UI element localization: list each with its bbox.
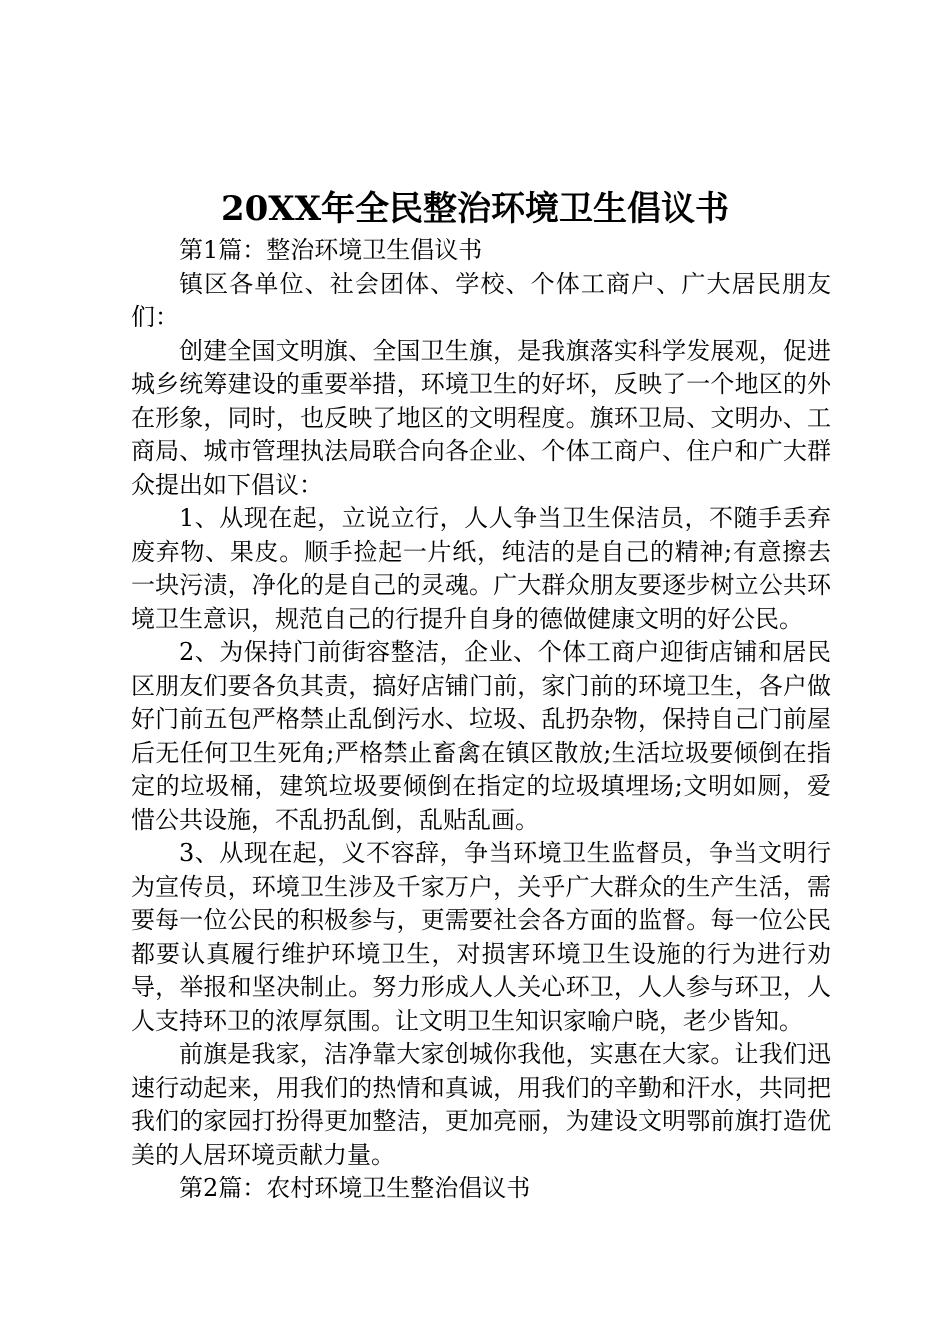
- section-heading-2: 第2篇：农村环境卫生整治倡议书: [179, 1174, 531, 1202]
- intro-paragraph: 创建全国文明旗、全国卫生旗，是我旗落实科学发展观，促进城乡统筹建设的重要举措，环境卫生的好坏，反映了一个地区的外在形象，同时，也反映了地区的文明程度。旗环卫局、文明办、工商局、城市管理执法局联合向各企业、个体工商户、住户和广大群众提出如下倡议：: [131, 336, 831, 499]
- proposal-2-paragraph: 2、为保持门前街容整洁，企业、个体工商户迎街店铺和居民区朋友们要各负其责，搞好店铺门前，家门前的环境卫生，各户做好门前五包严格禁止乱倒污水、垃圾、乱扔杂物，保持自己门前屋后无任何卫生死角;严格禁止畜禽在镇区散放;生活垃圾要倾倒在指定的垃圾桶，建筑垃圾要倾倒在指定的垃圾填埋场;文明如厕，爱惜公共设施，不乱扔乱倒，乱贴乱画。: [131, 638, 831, 834]
- proposal-1-paragraph: 1、从现在起，立说立行，人人争当卫生保洁员，不随手丢弃废弃物、果皮。顺手捡起一片纸，纯洁的是自己的精神;有意擦去一块污渍，净化的是自己的灵魂。广大群众朋友要逐步树立公共环境卫生意识，规范自己的行提升自身的德做健康文明的好公民。: [131, 504, 831, 633]
- salutation-paragraph: 镇区各单位、社会团体、学校、个体工商户、广大居民朋友们：: [131, 269, 831, 331]
- section-heading-1: 第1篇：整治环境卫生倡议书: [179, 236, 483, 264]
- proposal-3-paragraph: 3、从现在起，义不容辞，争当环境卫生监督员，争当文明行为宣传员，环境卫生涉及千家万户，关乎广大群众的生产生活，需要每一位公民的积极参与，更需要社会各方面的监督。每一位公民都要认真履行维护环境卫生，对损害环境卫生设施的行为进行劝导，举报和坚决制止。努力形成人人关心环卫，人人参与环卫，人人支持环卫的浓厚氛围。让文明卫生知识家喻户晓，老少皆知。: [131, 839, 831, 1035]
- document-body: [131, 234, 831, 1206]
- closing-paragraph: 前旗是我家，洁净靠大家创城你我他，实惠在大家。让我们迅速行动起来，用我们的热情和真诚，用我们的辛勤和汗水，共同把我们的家园打扮得更加整洁，更加亮丽，为建设文明鄂前旗打造优美的人居环境贡献力量。: [131, 1040, 831, 1169]
- document-title: 20XX年全民整治环境卫生倡议书: [220, 189, 730, 229]
